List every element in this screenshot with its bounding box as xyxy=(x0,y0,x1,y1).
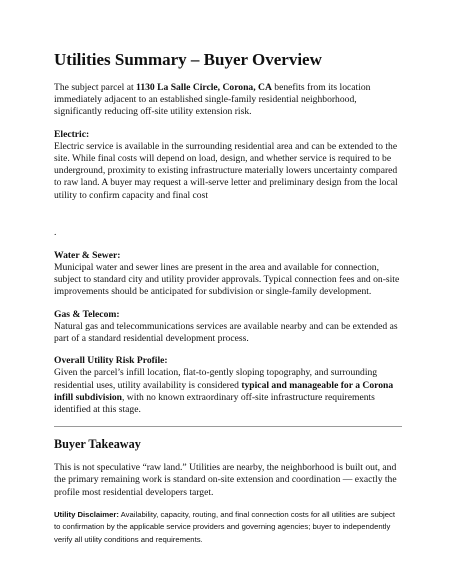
intro-text-after: benefits from its location immediately adjacent to an established single-family residential neighborhood, significantly reducing off-site utility extension risk. xyxy=(54,82,371,118)
disclaimer-label: Utility Disclaimer: xyxy=(54,509,119,519)
gas-section xyxy=(54,309,402,346)
gas-body: Natural gas and telecommunications services are available nearby and can be extended as part of a standard residential development process. xyxy=(54,320,398,345)
risk-text-before: Given the parcel’s infill location, flat-to-gently sloping topography, and surrounding residential uses, utility availability is considered xyxy=(54,367,378,391)
water-heading: Water & Sewer: xyxy=(54,249,121,261)
stray-period: . xyxy=(54,226,57,238)
disclaimer-body: Availability, capacity, routing, and final connection costs for all utilities are subject to confirmation by the applicable service providers and governing agencies; buyer to independently verify all utility conditions and requirements. xyxy=(54,509,395,544)
risk-heading: Overall Utility Risk Profile: xyxy=(54,355,168,367)
intro-paragraph xyxy=(54,82,402,119)
page-title: Utilities Summary – Buyer Overview xyxy=(54,50,322,69)
takeaway-heading: Buyer Takeaway xyxy=(54,437,141,452)
section-divider xyxy=(54,426,402,427)
water-section xyxy=(54,250,402,299)
document-body xyxy=(54,50,402,546)
risk-body xyxy=(54,367,402,416)
electric-section xyxy=(54,129,402,202)
water-body: Municipal water and sewer lines are present in the area and available for connection, subject to standard city and utility provider approvals. Typical connection fees and on-site improvements should be anticipated for subdivision or single-family development. xyxy=(54,262,400,298)
risk-emphasis: typical and manageable for a Corona infill subdivision xyxy=(54,379,394,403)
electric-body: Electric service is available in the surrounding residential area and can be extended to the site. While final costs will depend on load, design, and whether service is required to be underground, proximity to existing infrastructure materially lowers uncertainty compared to raw land. A buyer may request a will-serve letter and preliminary design from the local utility to confirm capacity and final cost xyxy=(54,140,398,201)
parcel-address: 1130 La Salle Circle, Corona, CA xyxy=(136,82,272,93)
intro-text-before: The subject parcel at xyxy=(54,82,137,93)
electric-heading: Electric: xyxy=(54,128,90,140)
risk-section xyxy=(54,355,402,416)
utility-disclaimer xyxy=(54,509,402,546)
risk-text-after: , with no known extraordinary off-site infrastructure requirements identified at this stage. xyxy=(54,391,375,416)
gas-heading: Gas & Telecom: xyxy=(54,308,120,320)
takeaway-body: This is not speculative “raw land.” Utilities are nearby, the neighborhood is built out, and the primary remaining work is standard on-site extension and coordination — exactly the profile most residential developers target. xyxy=(54,462,397,498)
